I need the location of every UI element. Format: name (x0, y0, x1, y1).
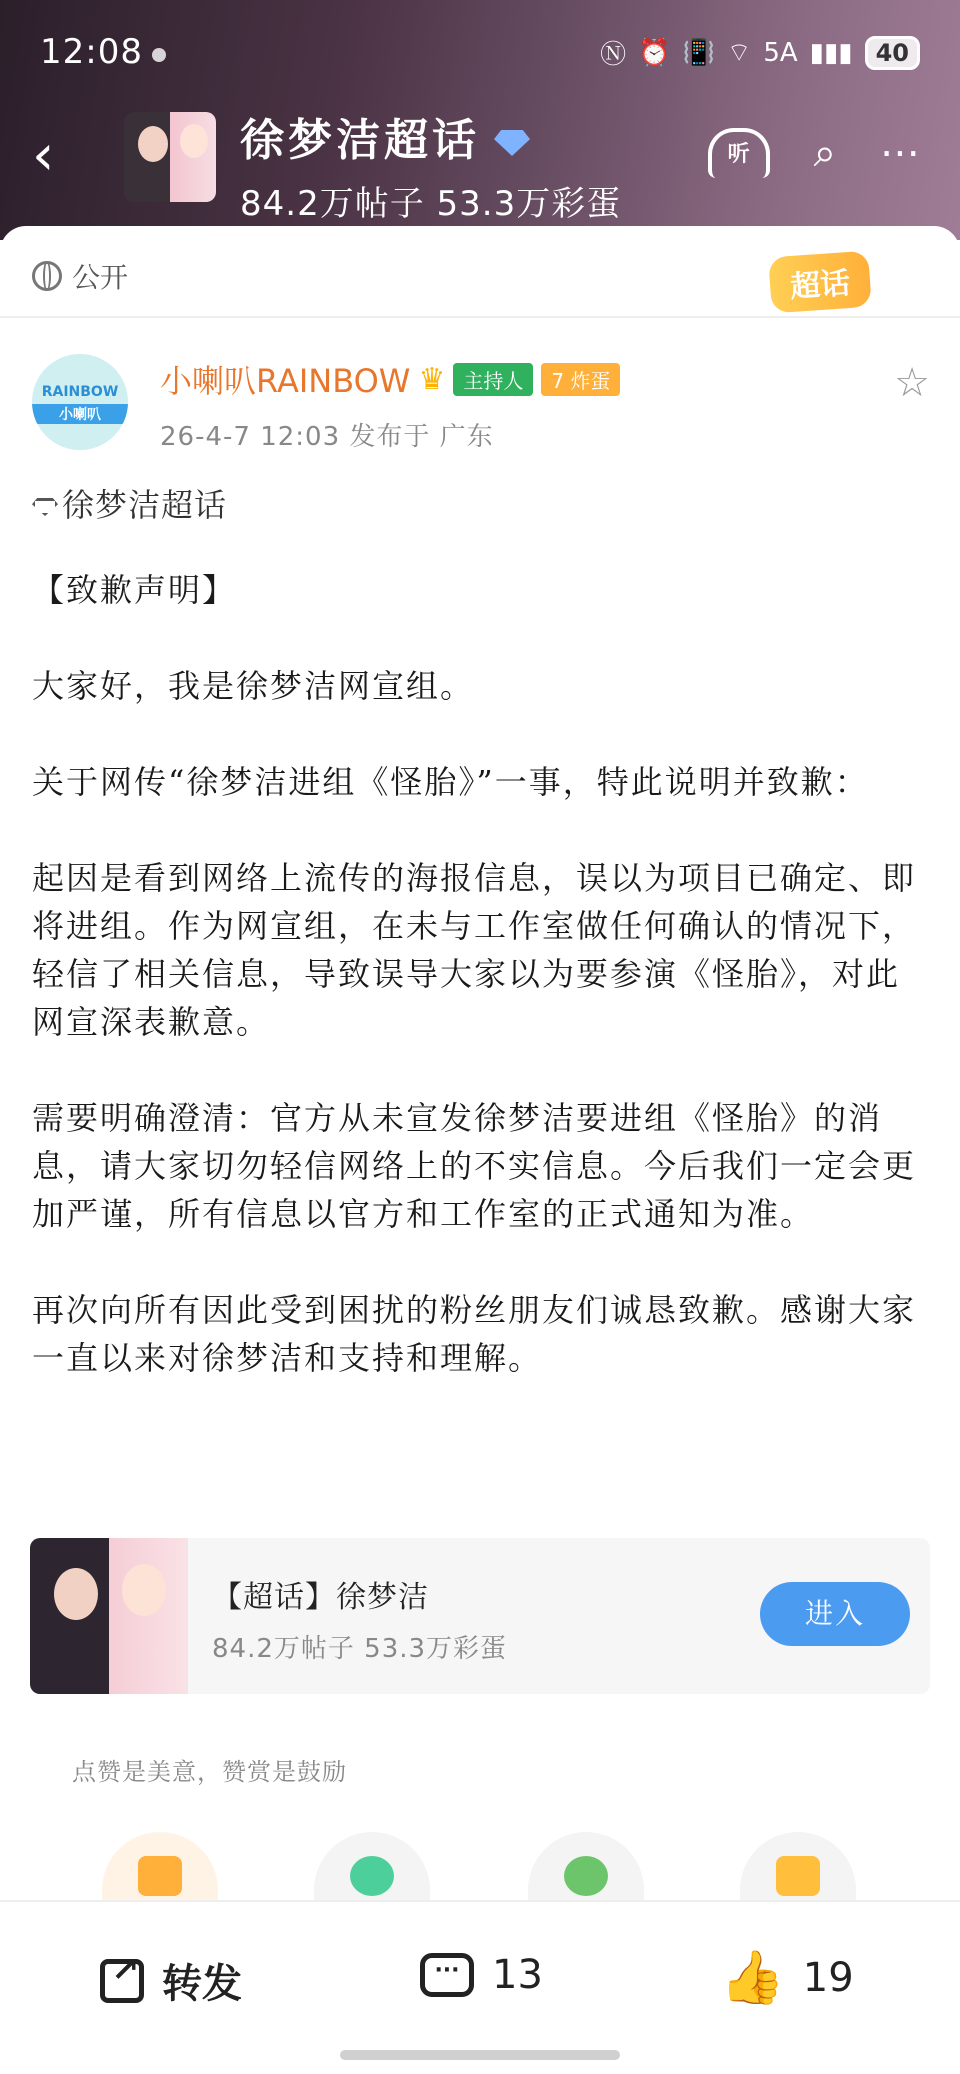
topic-avatar[interactable] (124, 112, 216, 202)
notification-dot (152, 48, 166, 62)
post-paragraph: 【致歉声明】 (32, 571, 237, 609)
avatar-text-top: RAINBOW (41, 384, 119, 400)
crown-icon: ♛ (418, 361, 446, 397)
more-icon[interactable]: ⋯ (880, 130, 920, 176)
author-row (160, 356, 620, 402)
alarm-icon: ⏰ (638, 37, 671, 68)
comment-icon: ··· (420, 1953, 474, 1997)
diamond-outline-icon (32, 498, 58, 516)
topic-title (240, 104, 530, 168)
reward-coin-button[interactable] (102, 1832, 218, 1902)
post-meta: 26-4-7 12:03 发布于 广东 (160, 422, 494, 452)
coin-icon (138, 1856, 182, 1896)
visibility-indicator (32, 256, 128, 296)
thumbs-up-icon: 👍 (720, 1948, 785, 2008)
listen-button[interactable]: 听 (708, 128, 770, 178)
bomb-tag: 7 炸蛋 (541, 363, 620, 396)
status-bar (40, 32, 920, 82)
visibility-label: 公开 (72, 261, 129, 294)
reward-moments-button[interactable] (528, 1832, 644, 1902)
share-icon (100, 1959, 144, 2003)
embed-face-right (122, 1564, 166, 1616)
post-paragraph: 关于网传“徐梦洁进组《怪胎》”一事，特此说明并致歉： (32, 763, 869, 801)
topic-link[interactable] (32, 480, 227, 526)
author-name[interactable]: 小喇叭RAINBOW (160, 362, 411, 400)
post-paragraph: 需要明确澄清：官方从未宣发徐梦洁要进组《怪胎》的消息，请大家切勿轻信网络上的不实信息。今后我们一定会更加严谨，所有信息以官方和工作室的正式通知为准。 (32, 1099, 917, 1233)
divider (0, 316, 960, 318)
avatar-text-bottom: 小喇叭 (32, 404, 128, 424)
topic-header (0, 0, 960, 240)
embed-title: 【超话】徐梦洁 (212, 1580, 429, 1615)
header-actions (708, 128, 920, 178)
share-button[interactable] (100, 1952, 242, 2009)
battery-icon: 40 (865, 36, 920, 70)
reward-image-button[interactable] (740, 1832, 856, 1902)
search-icon[interactable]: ⌕ (813, 130, 836, 176)
topic-stats: 84.2万帖子 53.3万彩蛋 (240, 184, 622, 224)
post-paragraph: 起因是看到网络上流传的海报信息，误以为项目已确定、即将进组。作为网宣组，在未与工作室做任何确认的情况下，轻信了相关信息，导致误导大家以为要参演《怪胎》，对此网宣深表歉意。 (32, 859, 917, 1041)
embed-face-left (54, 1568, 98, 1620)
like-button[interactable] (720, 1948, 854, 2008)
topic-embed-card[interactable] (30, 1538, 930, 1694)
post-paragraph: 再次向所有因此受到困扰的粉丝朋友们诚恳致歉。感谢大家一直以来对徐梦洁和支持和理解。 (32, 1291, 917, 1377)
home-indicator[interactable] (340, 2050, 620, 2060)
embed-image (30, 1538, 188, 1694)
topic-title-text: 徐梦洁超话 (240, 115, 480, 166)
post-paragraph: 大家好，我是徐梦洁网宣组。 (32, 667, 475, 705)
wechat-icon (350, 1856, 394, 1896)
diamond-badge-icon (494, 130, 530, 156)
avatar-face-left (138, 126, 168, 162)
avatar-face-right (180, 124, 208, 158)
chaohua-badge: 超话 (768, 251, 872, 314)
network-label: 5A (763, 37, 798, 68)
reward-tip: 点赞是美意，赞赏是鼓励 (72, 1758, 347, 1786)
favorite-star-icon[interactable]: ☆ (894, 360, 930, 406)
status-icons (600, 34, 920, 71)
moments-icon (564, 1856, 608, 1896)
like-count: 19 (802, 1955, 854, 2001)
image-icon (776, 1856, 820, 1896)
signal-icon: ▮▮▮ (809, 37, 853, 68)
action-bar (0, 1900, 960, 2074)
vibrate-icon: 📳 (682, 37, 715, 68)
embed-stats: 84.2万帖子 53.3万彩蛋 (212, 1634, 508, 1664)
author-avatar[interactable] (32, 354, 128, 450)
reward-wechat-button[interactable] (314, 1832, 430, 1902)
host-tag: 主持人 (453, 363, 533, 396)
share-label: 转发 (162, 1961, 242, 2007)
nfc-icon: Ⓝ (600, 40, 627, 70)
wifi-icon: ⌔ (726, 38, 752, 68)
topic-link-text: 徐梦洁超话 (62, 486, 228, 524)
globe-icon (32, 261, 62, 291)
back-button[interactable]: ‹ (32, 123, 55, 188)
status-time: 12:08 (40, 32, 143, 72)
post-body (32, 566, 928, 1430)
comment-button[interactable] (420, 1952, 543, 1998)
comment-count: 13 (492, 1952, 543, 1998)
post-card (0, 226, 960, 1902)
enter-button[interactable]: 进入 (760, 1582, 910, 1646)
